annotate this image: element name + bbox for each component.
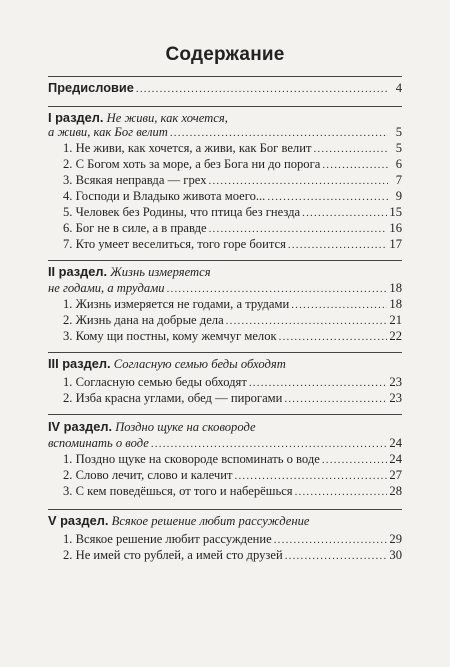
dot-leader bbox=[322, 157, 388, 173]
dot-leader bbox=[226, 313, 388, 329]
divider bbox=[48, 414, 402, 415]
page-number: 23 bbox=[389, 375, 402, 389]
toc-entry bbox=[63, 236, 402, 253]
section-title-line2: не годами, а трудами bbox=[48, 281, 165, 295]
page-number: 24 bbox=[389, 436, 402, 450]
toc-entry bbox=[63, 547, 402, 564]
divider bbox=[48, 76, 402, 77]
section-title-line1: Жизнь измеряется bbox=[110, 265, 211, 279]
toc-entry bbox=[63, 374, 402, 391]
toc-entry bbox=[63, 531, 402, 548]
dot-leader bbox=[295, 484, 388, 500]
page-number: 27 bbox=[389, 468, 402, 482]
section-2-heading bbox=[48, 264, 211, 280]
dot-leader bbox=[209, 173, 389, 189]
divider bbox=[48, 352, 402, 353]
dot-leader bbox=[167, 281, 388, 297]
page-number: 22 bbox=[389, 329, 402, 343]
page-number: 30 bbox=[389, 548, 402, 562]
section-3-heading bbox=[48, 356, 286, 372]
page-number: 28 bbox=[389, 484, 402, 498]
entry-label: 1. Жизнь измеряется не годами, а трудами bbox=[63, 297, 290, 311]
dot-leader bbox=[288, 237, 388, 253]
dot-leader bbox=[279, 329, 388, 345]
page-number: 23 bbox=[389, 391, 402, 405]
page-number: 9 bbox=[395, 189, 402, 203]
page-title: Содержание bbox=[165, 44, 285, 65]
toc-entry bbox=[63, 204, 402, 221]
entry-label: 2. Изба красна углами, обед — пирогами bbox=[63, 391, 283, 405]
dot-leader bbox=[235, 468, 388, 484]
entry-label: 4. Господи и Владыко живота моего... bbox=[63, 189, 266, 203]
dot-leader bbox=[322, 452, 388, 468]
entry-label: 1. Не живи, как хочется, а живи, как Бог велит bbox=[63, 141, 312, 155]
page-number: 7 bbox=[395, 173, 402, 187]
toc-entry bbox=[63, 296, 402, 313]
section-label: V раздел. bbox=[48, 513, 109, 528]
section-title-line1: Не живи, как хочется, bbox=[106, 111, 228, 125]
page-number: 29 bbox=[389, 532, 402, 546]
entry-label: 2. Жизнь дана на добрые дела bbox=[63, 313, 224, 327]
divider bbox=[48, 509, 402, 510]
dot-leader bbox=[313, 141, 388, 157]
toc-entry-section-4 bbox=[48, 435, 402, 452]
toc-entry-preface bbox=[48, 80, 402, 97]
toc-entry bbox=[63, 140, 402, 157]
dot-leader bbox=[170, 125, 388, 141]
page-number: 5 bbox=[395, 125, 402, 139]
toc-entry bbox=[63, 390, 402, 407]
preface-label: Предисловие bbox=[48, 80, 134, 95]
page-number: 6 bbox=[395, 157, 402, 171]
section-label: II раздел. bbox=[48, 264, 108, 279]
page-number: 16 bbox=[389, 221, 402, 235]
entry-label: 5. Человек без Родины, что птица без гнезда bbox=[63, 205, 301, 219]
section-label: IV раздел. bbox=[48, 419, 113, 434]
page-number: 17 bbox=[389, 237, 402, 251]
page-number: 15 bbox=[389, 205, 402, 219]
entry-label: 1. Всякое решение любит рассуждение bbox=[63, 532, 272, 546]
section-title-line1: Согласную семью беды обходят bbox=[113, 357, 286, 371]
toc-entry bbox=[63, 451, 402, 468]
section-5-heading bbox=[48, 513, 309, 529]
entry-label: 3. Кому щи постны, кому жемчуг мелок bbox=[63, 329, 277, 343]
entry-label: 2. Не имей сто рублей, а имей сто друзей bbox=[63, 548, 283, 562]
section-label: III раздел. bbox=[48, 356, 111, 371]
entry-label: 3. Всякая неправда — грех bbox=[63, 173, 207, 187]
page-number: 21 bbox=[389, 313, 402, 327]
toc-entry bbox=[63, 328, 402, 345]
dot-leader bbox=[209, 221, 388, 237]
toc-entry-section-1 bbox=[48, 124, 402, 141]
toc-entry bbox=[63, 172, 402, 189]
entry-label: 6. Бог не в силе, а в правде bbox=[63, 221, 207, 235]
page-number: 18 bbox=[389, 297, 402, 311]
section-4-heading bbox=[48, 419, 256, 435]
toc-entry bbox=[63, 156, 402, 173]
toc-entry bbox=[63, 188, 402, 205]
dot-leader bbox=[151, 436, 388, 452]
entry-label: 2. С Богом хоть за море, а без Бога ни до порога bbox=[63, 157, 321, 171]
entry-label: 1. Согласную семью беды обходят bbox=[63, 375, 247, 389]
toc-entry-section-2 bbox=[48, 280, 402, 297]
page-number: 5 bbox=[395, 141, 402, 155]
toc-entry bbox=[63, 483, 402, 500]
page-number: 24 bbox=[389, 452, 402, 466]
section-title-line1: Всякое решение любит рассуждение bbox=[111, 514, 310, 528]
section-title-line2: вспоминать о воде bbox=[48, 436, 149, 450]
entry-label: 1. Поздно щуке на сковороде вспоминать о воде bbox=[63, 452, 320, 466]
dot-leader bbox=[136, 81, 388, 97]
toc-entry bbox=[63, 467, 402, 484]
dot-leader bbox=[267, 189, 388, 205]
dot-leader bbox=[284, 391, 387, 407]
page-number: 4 bbox=[395, 81, 402, 95]
toc-entry bbox=[63, 312, 402, 329]
page-number: 18 bbox=[389, 281, 402, 295]
section-title-line2: а живи, как Бог велит bbox=[48, 125, 168, 139]
divider bbox=[48, 106, 402, 107]
entry-label: 3. С кем поведёшься, от того и наберёшься bbox=[63, 484, 293, 498]
dot-leader bbox=[302, 205, 387, 221]
toc-entry bbox=[63, 220, 402, 237]
dot-leader bbox=[285, 548, 388, 564]
dot-leader bbox=[274, 532, 388, 548]
dot-leader bbox=[249, 375, 388, 391]
entry-label: 7. Кто умеет веселиться, того горе боится bbox=[63, 237, 286, 251]
divider bbox=[48, 260, 402, 261]
section-title-line1: Поздно щуке на сковороде bbox=[115, 420, 256, 434]
entry-label: 2. Слово лечит, слово и калечит bbox=[63, 468, 233, 482]
dot-leader bbox=[291, 297, 387, 313]
section-label: I раздел. bbox=[48, 110, 104, 125]
